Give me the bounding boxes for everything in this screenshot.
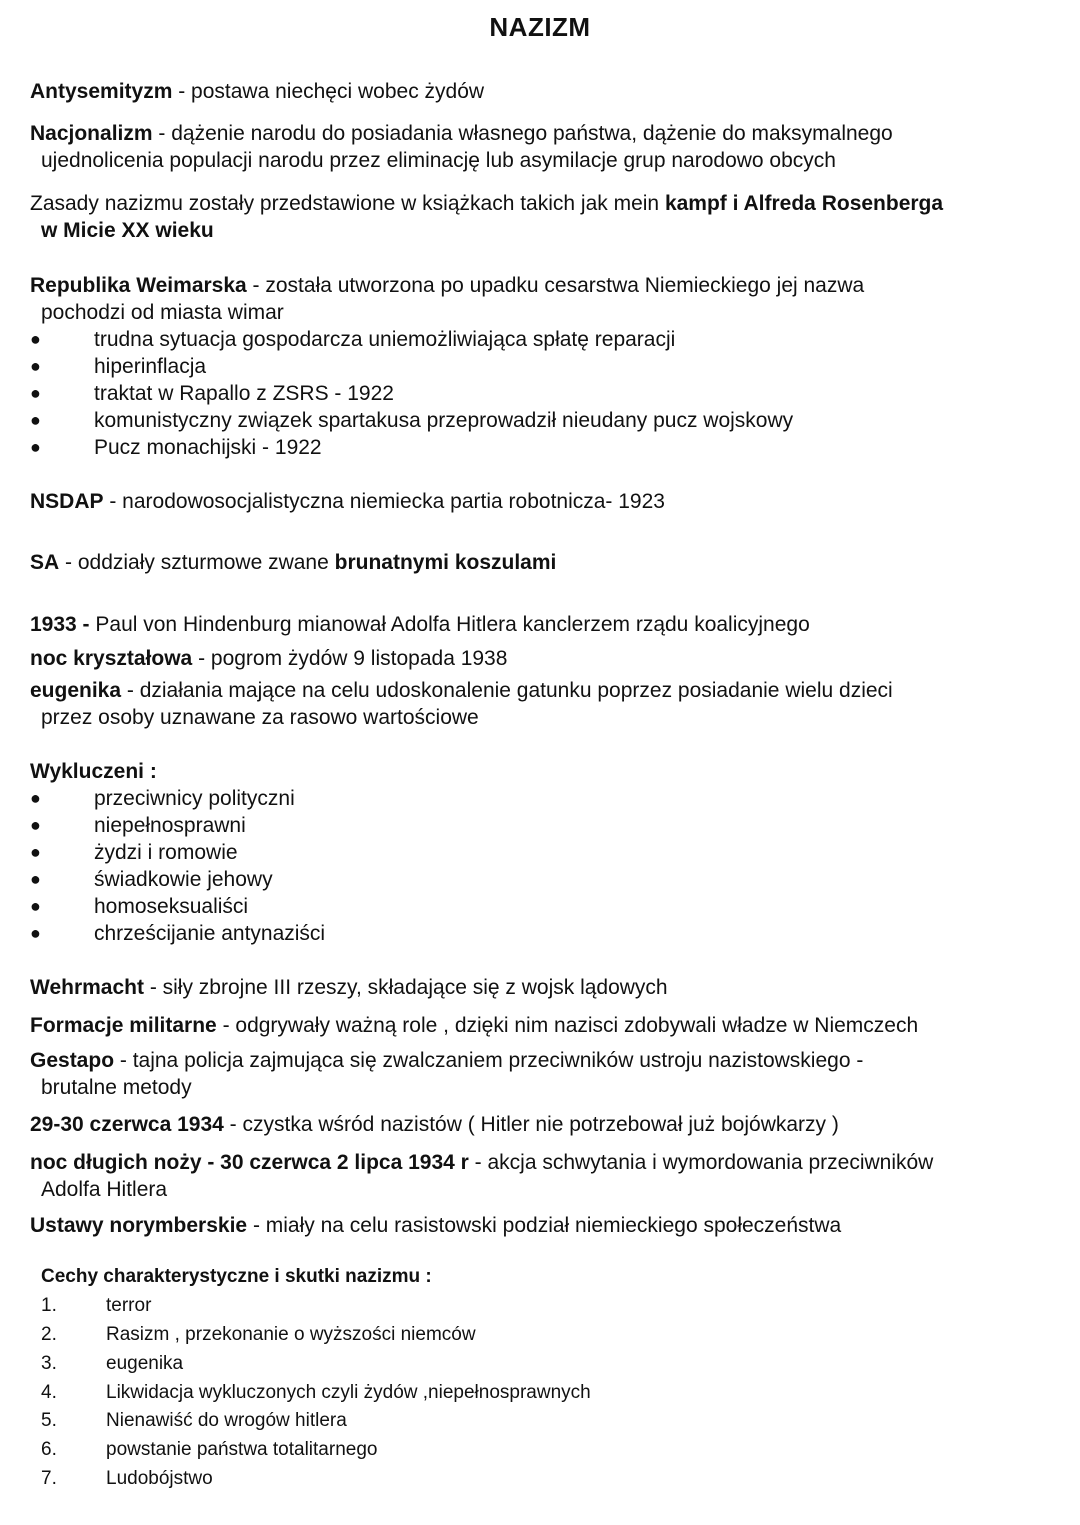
entry-nacjonalizm — [30, 120, 893, 147]
entry-ustawy — [30, 1212, 841, 1239]
bold-text: brunatnymi koszulami — [334, 551, 557, 574]
bullet-icon: ● — [30, 788, 41, 808]
list-number: 2. — [41, 1324, 57, 1345]
entry-nacjonalizm-cont: ujednolicenia populacji narodu przez eliminację lub asymilacje grup narodowo obcych — [41, 149, 836, 172]
term: eugenika — [30, 679, 122, 702]
entry-zasady-cont — [41, 217, 214, 244]
definition: - została utworzona po upadku cesarstwa Niemieckiego jej nazwa — [246, 274, 865, 297]
bullet-icon: ● — [30, 437, 41, 457]
text: Zasady nazizmu zostały przedstawione w książkach takich jak mein — [30, 192, 665, 215]
bullet-icon: ● — [30, 869, 41, 889]
bullet-icon: ● — [30, 842, 41, 862]
entry-noc-krysztalowa — [30, 645, 507, 672]
entry-weimar — [30, 272, 864, 299]
entry-eugenika-cont: przez osoby uznawane za rasowo wartościowe — [41, 706, 479, 729]
term: Antysemityzm — [30, 80, 173, 103]
list-item-text: żydzi i romowie — [94, 841, 238, 864]
entry-1933 — [30, 611, 810, 638]
bullet-icon: ● — [30, 383, 41, 403]
list-item-text: Rasizm , przekonanie o wyższości niemców — [106, 1324, 476, 1345]
bold-text: kampf i Alfreda Rosenberga — [664, 192, 944, 215]
entry-noc-dlugich-nozy — [30, 1149, 933, 1176]
entry-weimar-cont: pochodzi od miasta wimar — [41, 301, 284, 324]
list-item-text: świadkowie jehowy — [94, 868, 273, 891]
term: Formacje militarne — [30, 1014, 217, 1037]
term: Republika Weimarska — [30, 274, 247, 297]
term: Wykluczeni : — [30, 760, 157, 783]
bullet-icon: ● — [30, 329, 41, 349]
term: SA — [30, 551, 60, 574]
list-item-text: terror — [106, 1295, 152, 1316]
definition: - narodowosocjalistyczna niemiecka partia robotnicza- 1923 — [103, 490, 665, 513]
bullet-icon: ● — [30, 896, 41, 916]
entry-wehrmacht — [30, 974, 668, 1001]
list-item-text: chrześcijanie antynaziści — [94, 922, 326, 945]
entry-formacje — [30, 1012, 918, 1039]
entry-gestapo-cont: brutalne metody — [41, 1076, 192, 1099]
definition: - siły zbrojne III rzeszy, składające się z wojsk lądowych — [143, 976, 668, 999]
term: noc długich noży - 30 czerwca 2 lipca 1934 r — [30, 1151, 469, 1174]
list-item-text: przeciwnicy polityczni — [94, 787, 295, 810]
definition: - tajna policja zajmująca się zwalczaniem przeciwników ustroju nazistowskiego - — [114, 1049, 864, 1072]
list-item-text: powstanie państwa totalitarnego — [106, 1439, 378, 1460]
list-number: 1. — [41, 1295, 57, 1316]
list-number: 7. — [41, 1468, 57, 1489]
definition: - pogrom żydów 9 listopada 1938 — [192, 647, 508, 670]
definition: - odgrywały ważną role , dzięki nim nazisci zdobywali władze w Niemczech — [216, 1014, 919, 1037]
term: Nacjonalizm — [30, 122, 153, 145]
term: Gestapo — [30, 1049, 115, 1072]
list-item-text: traktat w Rapallo z ZSRS - 1922 — [94, 382, 394, 405]
list-item-text: Ludobójstwo — [106, 1468, 213, 1489]
entry-antysemityzm — [30, 78, 484, 105]
list-item-text: trudna sytuacja gospodarcza uniemożliwiająca spłatę reparacji — [94, 328, 676, 351]
bold-text: w Micie XX wieku — [41, 219, 214, 242]
list-item-text: homoseksualiści — [94, 895, 249, 918]
definition: - akcja schwytania i wymordowania przeciwników — [468, 1151, 934, 1174]
document-title: NAZIZM — [489, 12, 591, 42]
entry-noc-dlugich-nozy-cont: Adolfa Hitlera — [41, 1178, 168, 1201]
list-item-text: Nienawiść do wrogów hitlera — [106, 1410, 347, 1431]
list-item-text: Pucz monachijski - 1922 — [94, 436, 322, 459]
term: noc kryształowa — [30, 647, 193, 670]
list-number: 4. — [41, 1382, 57, 1403]
entry-wykluczeni — [30, 758, 157, 785]
bullet-icon: ● — [30, 410, 41, 430]
term: Ustawy norymberskie — [30, 1214, 248, 1237]
bullet-icon: ● — [30, 815, 41, 835]
definition: - miały na celu rasistowski podział niemieckiego społeczeństwa — [247, 1214, 842, 1237]
list-item-text: eugenika — [106, 1353, 184, 1374]
definition: - oddziały szturmowe zwane — [59, 551, 335, 574]
list-number: 5. — [41, 1410, 57, 1431]
definition: Paul von Hindenburg mianował Adolfa Hitlera kanclerzem rządu koalicyjnego — [89, 613, 810, 636]
term: NSDAP — [30, 490, 104, 513]
entry-eugenika — [30, 677, 893, 704]
definition: - postawa niechęci wobec żydów — [172, 80, 485, 103]
entry-gestapo — [30, 1047, 863, 1074]
list-item-text: niepełnosprawni — [94, 814, 246, 837]
definition: - dążenie narodu do posiadania własnego państwa, dążenie do maksymalnego — [152, 122, 893, 145]
list-item-text: Likwidacja wykluczonych czyli żydów ,niepełnosprawnych — [106, 1382, 591, 1403]
definition: - działania mające na celu udoskonalenie gatunku poprzez posiadanie wielu dzieci — [121, 679, 893, 702]
entry-nsdap — [30, 488, 665, 515]
entry-sa — [30, 549, 556, 576]
list-item-text: hiperinflacja — [94, 355, 207, 378]
term: 1933 - — [30, 613, 90, 636]
term: Wehrmacht — [30, 976, 144, 999]
bullet-icon: ● — [30, 356, 41, 376]
list-item-text: komunistyczny związek spartakusa przeprowadził nieudany pucz wojskowy — [94, 409, 794, 432]
list-number: 3. — [41, 1353, 57, 1374]
entry-czystka — [30, 1111, 839, 1138]
cechy-heading: Cechy charakterystyczne i skutki nazizmu : — [41, 1266, 432, 1287]
entry-zasady — [30, 190, 943, 217]
bullet-icon: ● — [30, 923, 41, 943]
list-number: 6. — [41, 1439, 57, 1460]
term: 29-30 czerwca 1934 — [30, 1113, 224, 1136]
definition: - czystka wśród nazistów ( Hitler nie potrzebował już bojówkarzy ) — [223, 1113, 839, 1136]
